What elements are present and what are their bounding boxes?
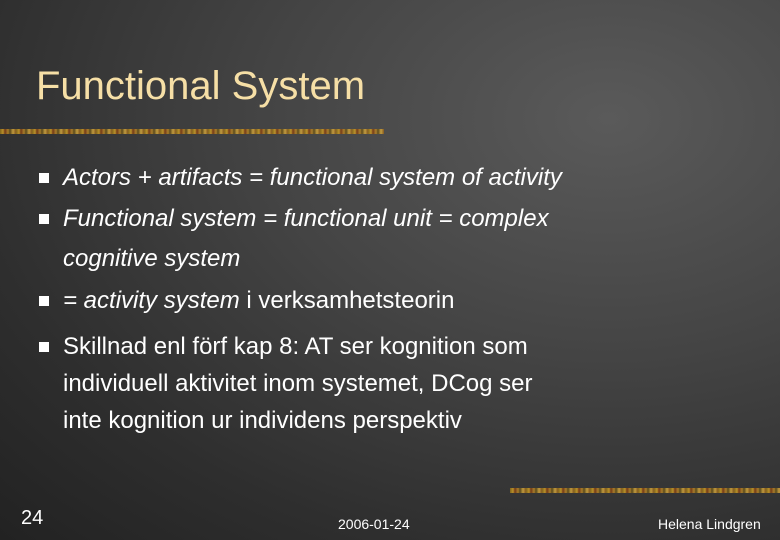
bullet-line — [63, 287, 454, 315]
bullet-text: i verksamhetsteorin — [239, 287, 455, 314]
bullet-marker — [39, 342, 49, 352]
bullet-text: Skillnad enl förf kap 8: AT ser kognition som — [63, 333, 528, 360]
title-divider — [0, 129, 384, 134]
bullet-line — [63, 164, 562, 192]
footer-date: 2006-01-24 — [338, 516, 410, 532]
slide-number: 24 — [21, 507, 44, 529]
bullet-text-italic: = activity system — [63, 287, 240, 314]
bullet-line — [63, 245, 240, 273]
bullet-text: individuell aktivitet inom systemet, DCog ser — [63, 370, 533, 397]
bullet-line — [63, 205, 549, 233]
bullet-marker — [39, 296, 49, 306]
bullet-text-italic: Actors + artifacts = functional system of activity — [63, 164, 562, 191]
bullet-text: inte kognition ur individens perspektiv — [63, 407, 462, 434]
bullet-marker — [39, 214, 49, 224]
bullet-marker — [39, 173, 49, 183]
bullet-text-italic: cognitive system — [63, 245, 241, 272]
bullet-line — [63, 370, 533, 398]
footer-divider — [510, 488, 780, 493]
footer-author: Helena Lindgren — [658, 516, 761, 532]
slide-title: Functional System — [36, 64, 366, 108]
bullet-line — [63, 333, 528, 361]
bullet-text-italic: Functional system = functional unit = complex — [63, 205, 549, 232]
bullet-line — [63, 407, 462, 435]
